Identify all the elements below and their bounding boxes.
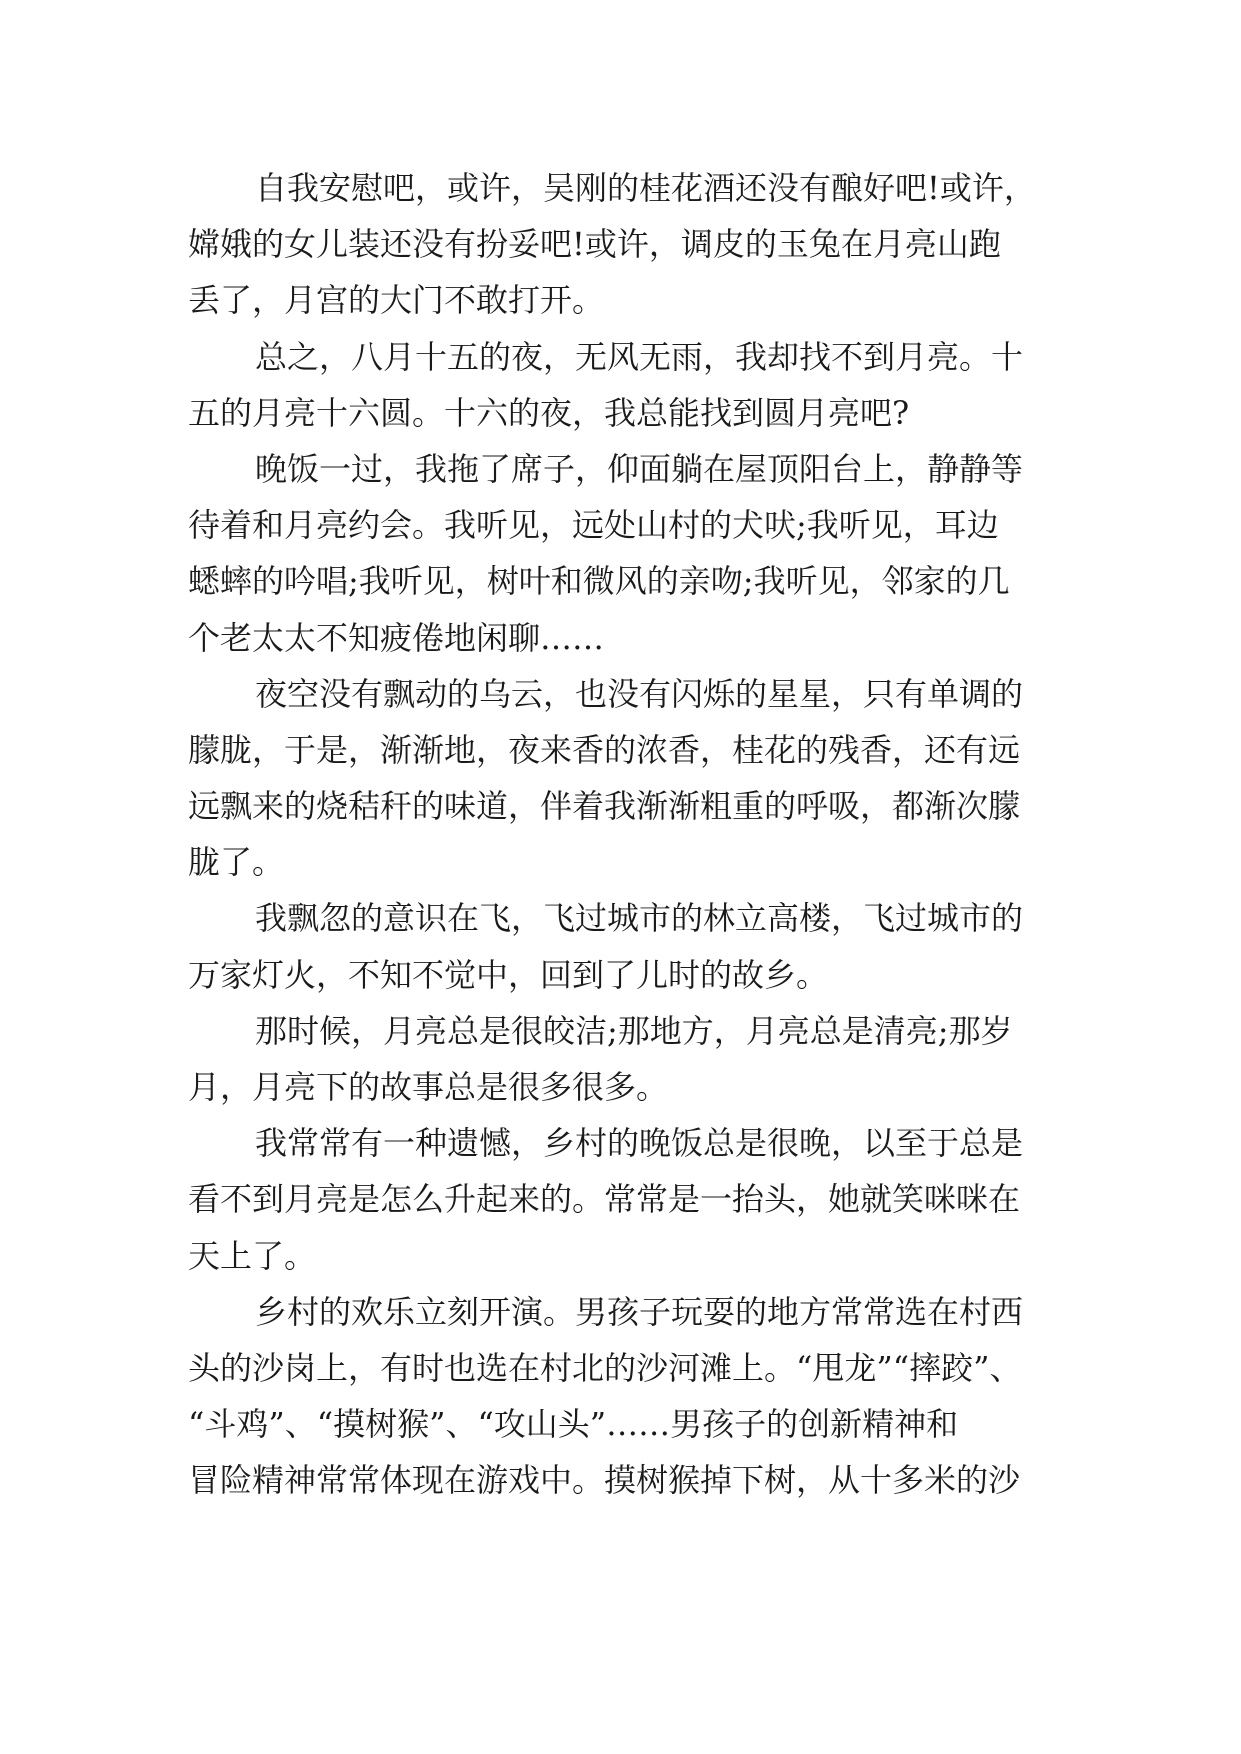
text-line: 万家灯火，不知不觉中，回到了儿时的故乡。 [188,955,829,994]
text-line: 天上了。 [188,1236,317,1275]
text-line: 待着和月亮约会。我听见，远处山村的犬吠;我听见，耳边 [188,506,999,545]
text-line: “斗鸡”、“摸树猴”、“攻山头”……男孩子的创新精神和 [188,1405,959,1444]
text-line: 胧了。 [188,843,285,882]
paragraph-first-line: 那时候，月亮总是很皎洁;那地方，月亮总是清亮;那岁 [255,1011,1013,1050]
paragraph-first-line: 我常常有一种遗憾，乡村的晚饭总是很晚，以至于总是 [255,1124,1024,1163]
text-line: 个老太太不知疲倦地闲聊…… [188,618,605,657]
text-line: 月，月亮下的故事总是很多很多。 [188,1068,669,1106]
text-line: 嫦娥的女儿装还没有扮妥吧!或许，调皮的玉兔在月亮山跑 [188,225,1001,264]
paragraph-first-line: 乡村的欢乐立刻开演。男孩子玩耍的地方常常选在村西 [255,1292,1024,1331]
text-line: 丢了，月宫的大门不敢打开。 [188,281,605,320]
paragraph-first-line: 晚饭一过，我拖了席子，仰面躺在屋顶阳台上，静静等 [255,449,1024,488]
text-line: 冒险精神常常体现在游戏中。摸树猴掉下树，从十多米的沙 [188,1461,1021,1500]
text-line: 头的沙岗上，有时也选在村北的沙河滩上。“甩龙”“摔跤”、 [188,1348,1022,1387]
text-line: 远飘来的烧秸秆的味道，伴着我渐渐粗重的呼吸，都渐次朦 [188,787,1021,826]
text-line: 五的月亮十六圆。十六的夜，我总能找到圆月亮吧? [188,393,910,432]
text-line: 看不到月亮是怎么升起来的。常常是一抬头，她就笑咪咪在 [188,1180,1021,1219]
text-line: 朦胧，于是，渐渐地，夜来香的浓香，桂花的残香，还有远 [188,730,1021,769]
paragraph-first-line: 总之，八月十五的夜，无风无雨，我却找不到月亮。十 [255,337,1024,376]
document-body [188,160,1058,1509]
text-line: 蟋蟀的吟唱;我听见，树叶和微风的亲吻;我听见，邻家的几 [188,562,1010,601]
paragraph-first-line: 我飘忽的意识在飞，飞过城市的林立高楼，飞过城市的 [255,899,1024,938]
paragraph-first-line: 自我安慰吧，或许，吴刚的桂花酒还没有酿好吧!或许， [255,169,1036,207]
paragraph-first-line: 夜空没有飘动的乌云，也没有闪烁的星星，只有单调的 [255,674,1024,713]
